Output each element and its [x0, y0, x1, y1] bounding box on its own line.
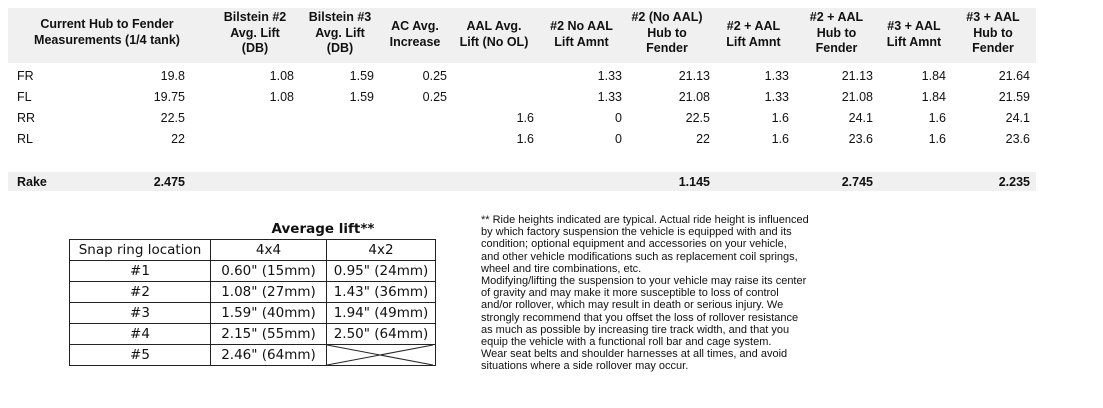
row-fl-cell: 19.75 — [153, 90, 185, 104]
row-rr-label: RR — [17, 111, 36, 125]
row-fl-cell: 1.33 — [597, 90, 622, 104]
row-fr-cell: 1.08 — [269, 69, 294, 83]
lift-title-row — [70, 219, 436, 240]
rake-row-label: Rake — [17, 175, 47, 189]
row-rl-cell: 1.6 — [771, 132, 789, 146]
row-rl-cell: 22 — [696, 132, 710, 146]
row-rr-cell: 24.1 — [848, 111, 873, 125]
rake-row-cell: 2.235 — [998, 175, 1030, 189]
lift-value-4x4: 0.60" (15mm) — [211, 261, 327, 282]
lift-table-body — [70, 261, 436, 366]
lift-value-4x2: 1.43" (36mm) — [327, 282, 436, 303]
lift-row — [70, 303, 436, 324]
row-rr-cell: 0 — [615, 111, 622, 125]
row-rl-cell: 22 — [171, 132, 185, 146]
row-rr-cell: 24.1 — [1005, 111, 1030, 125]
lift-title-corner — [70, 219, 211, 240]
row-fr-label: FR — [17, 69, 34, 83]
crossed-out-mark — [327, 345, 433, 365]
snap-ring-location: #4 — [70, 324, 211, 345]
ride-height-disclaimer — [481, 214, 861, 373]
row-rr-cell: 1.6 — [516, 111, 534, 125]
row-fr-cell: 21.64 — [998, 69, 1030, 83]
lift-row — [70, 282, 436, 303]
col-header-2: Bilstein #3 Avg. Lift (DB) — [308, 10, 372, 55]
disclaimer-line: strongly recommend that you offset the loss of rollover resistance — [481, 311, 799, 324]
disclaimer-line: situations where a side rollover may occur. — [481, 360, 689, 373]
snap-ring-location: #1 — [70, 261, 211, 282]
disclaimer-line: as much as possible by increasing tire track width, and that you — [481, 323, 790, 336]
col-header-4x2: 4x2 — [327, 240, 436, 261]
col-header-6: #2 (No AAL) Hub to Fender — [631, 10, 703, 55]
col-header-4: AAL Avg. Lift (No OL) — [459, 19, 529, 49]
average-lift-table — [69, 219, 436, 366]
lift-value-4x2: 0.95" (24mm) — [327, 261, 436, 282]
col-header-3: AC Avg. Increase — [389, 19, 441, 49]
row-fr-cell: 21.13 — [841, 69, 873, 83]
row-rl-cell: 0 — [615, 132, 622, 146]
col-header-1: Bilstein #2 Avg. Lift (DB) — [223, 10, 287, 55]
col-header-8: #2 + AAL Hub to Fender — [809, 10, 864, 55]
row-fr-cell: 1.33 — [597, 69, 622, 83]
col-header-5: #2 No AAL Lift Amnt — [550, 19, 613, 49]
rake-row-cell: 1.145 — [678, 175, 710, 189]
row-rl-label: RL — [17, 132, 33, 146]
col-header-location: Snap ring location — [70, 240, 211, 261]
lift-value-4x4: 1.08" (27mm) — [211, 282, 327, 303]
row-fl-cell: 1.33 — [764, 90, 789, 104]
row-rr-cell: 22.5 — [160, 111, 185, 125]
row-fr-cell: 0.25 — [422, 69, 447, 83]
disclaimer-line: and other vehicle modifications such as replacement coil springs, — [481, 250, 798, 263]
lift-header-row — [70, 240, 436, 261]
lift-table-title: Average lift** — [211, 219, 436, 240]
lift-value-4x4: 2.46" (64mm) — [211, 345, 327, 366]
disclaimer-line: and/or rollover, which may result in death or serious injury. We — [481, 299, 784, 312]
snap-ring-location: #5 — [70, 345, 211, 366]
row-fr-cell: 19.8 — [160, 69, 185, 83]
row-fl-label: FL — [17, 90, 32, 104]
row-rl-cell: 23.6 — [848, 132, 873, 146]
rake-row-cell: 2.475 — [153, 175, 185, 189]
lift-value-4x2: 2.50" (64mm) — [327, 324, 436, 345]
lift-row — [70, 324, 436, 345]
row-fl-cell: 1.84 — [921, 90, 946, 104]
row-fr-cell: 1.59 — [349, 69, 374, 83]
row-fr-cell: 21.13 — [678, 69, 710, 83]
disclaimer-line: Wear seat belts and shoulder harnesses at all times, and avoid — [481, 348, 788, 361]
disclaimer-line: of gravity and may make it more susceptible to loss of control — [481, 287, 779, 300]
disclaimer-line: equip the vehicle with a functional roll bar and cage system. — [481, 336, 772, 349]
row-fl-cell: 21.08 — [678, 90, 710, 104]
row-fl-cell: 21.59 — [998, 90, 1030, 104]
snap-ring-location: #2 — [70, 282, 211, 303]
snap-ring-location: #3 — [70, 303, 211, 324]
col-header-10: #3 + AAL Hub to Fender — [966, 10, 1020, 55]
row-rl-cell: 1.6 — [516, 132, 534, 146]
row-rl-cell: 23.6 — [1005, 132, 1030, 146]
row-fr-cell: 1.33 — [764, 69, 789, 83]
row-rr-cell: 22.5 — [685, 111, 710, 125]
row-rr-cell: 1.6 — [771, 111, 789, 125]
lift-row — [70, 345, 436, 366]
rake-row-cell: 2.745 — [841, 175, 873, 189]
row-fl-cell: 0.25 — [422, 90, 447, 104]
col-header-4x4: 4x4 — [211, 240, 327, 261]
disclaimer-line: ** Ride heights indicated are typical. Actual ride height is influenced — [481, 214, 809, 226]
row-fr-cell: 1.84 — [921, 69, 946, 83]
disclaimer-line: condition; optional equipment and accessories on your vehicle, — [481, 238, 787, 251]
row-fl-cell: 1.08 — [269, 90, 294, 104]
col-header-7: #2 + AAL Lift Amnt — [726, 19, 781, 49]
col-header-9: #3 + AAL Lift Amnt — [886, 19, 942, 49]
row-rl-cell: 1.6 — [928, 132, 946, 146]
disclaimer-line: wheel and tire combinations, etc. — [481, 262, 642, 275]
disclaimer-line: by which factory suspension the vehicle is equipped with and its — [481, 226, 792, 239]
not-applicable-cell — [327, 345, 436, 366]
row-fl-cell: 21.08 — [841, 90, 873, 104]
row-fl-cell: 1.59 — [349, 90, 374, 104]
row-rr-cell: 1.6 — [928, 111, 946, 125]
lift-value-4x4: 2.15" (55mm) — [211, 324, 327, 345]
disclaimer-line: Modifying/lifting the suspension to your vehicle may raise its center — [481, 275, 807, 288]
lift-row — [70, 261, 436, 282]
lift-value-4x2: 1.94" (49mm) — [327, 303, 436, 324]
header-label: Current Hub to Fender Measurements (1/4 tank) — [34, 17, 180, 47]
lift-value-4x4: 1.59" (40mm) — [211, 303, 327, 324]
